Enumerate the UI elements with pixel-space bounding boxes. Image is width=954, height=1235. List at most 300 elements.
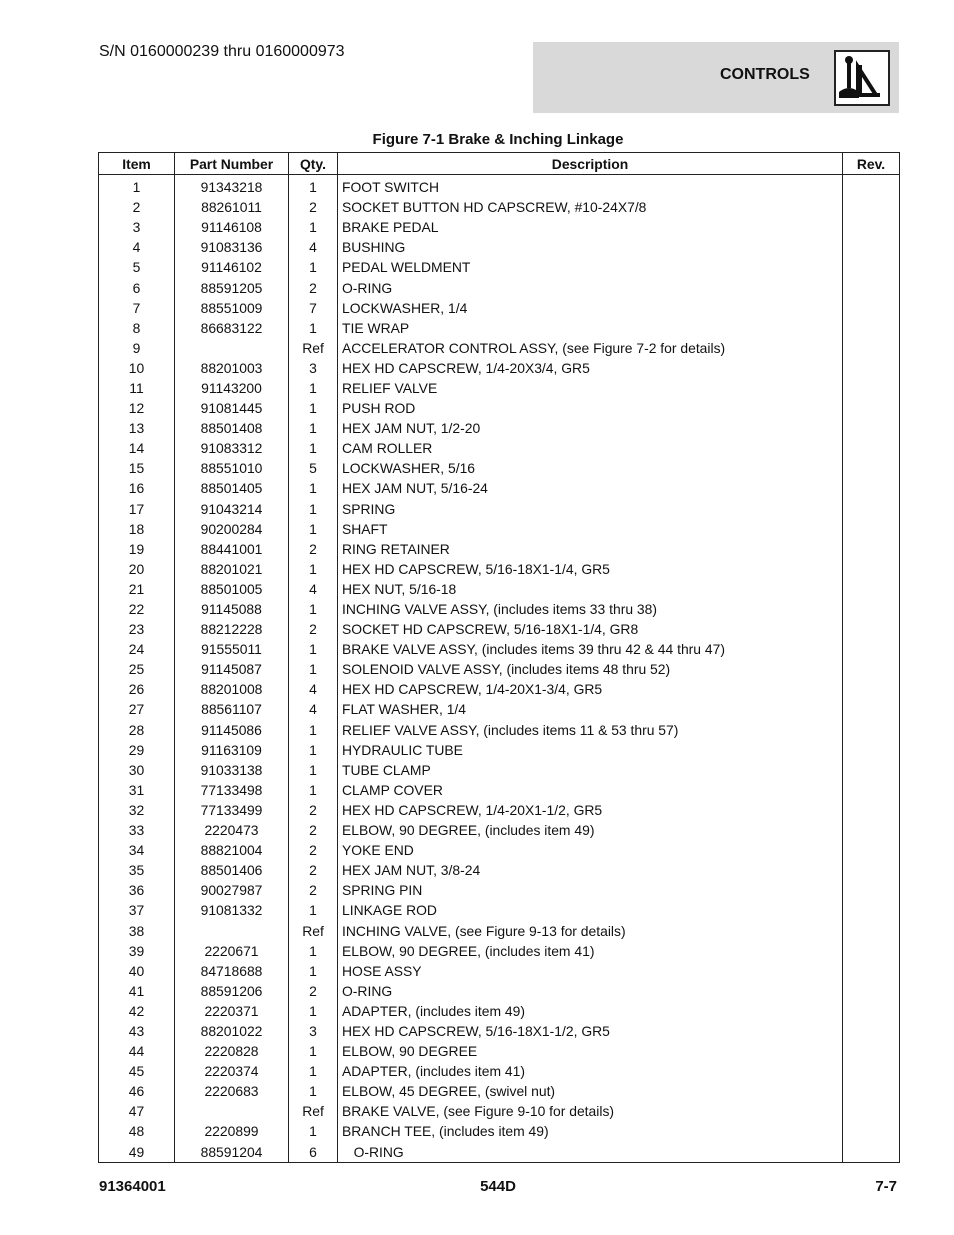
revision-cell bbox=[843, 800, 900, 820]
revision-cell bbox=[843, 1041, 900, 1061]
part-number-cell: 2220371 bbox=[175, 1001, 289, 1021]
item-number-cell: 2 bbox=[99, 197, 175, 217]
table-row bbox=[99, 820, 900, 840]
revision-cell bbox=[843, 900, 900, 920]
part-number-cell: 91043214 bbox=[175, 499, 289, 519]
part-number-cell: 88501406 bbox=[175, 860, 289, 880]
item-number-cell: 16 bbox=[99, 478, 175, 498]
table-row bbox=[99, 740, 900, 760]
col-header-item: Item bbox=[99, 153, 175, 175]
description-cell: HEX HD CAPSCREW, 1/4-20X1-3/4, GR5 bbox=[338, 679, 843, 699]
description-cell: LINKAGE ROD bbox=[338, 900, 843, 920]
item-number-cell: 15 bbox=[99, 458, 175, 478]
table-row bbox=[99, 237, 900, 257]
revision-cell bbox=[843, 298, 900, 318]
table-row bbox=[99, 298, 900, 318]
revision-cell bbox=[843, 699, 900, 719]
description-cell: SOCKET HD CAPSCREW, 5/16-18X1-1/4, GR8 bbox=[338, 619, 843, 639]
description-cell: O-RING bbox=[338, 277, 843, 297]
item-number-cell: 42 bbox=[99, 1001, 175, 1021]
table-row bbox=[99, 1081, 900, 1101]
revision-cell bbox=[843, 579, 900, 599]
table-row bbox=[99, 1001, 900, 1021]
item-number-cell: 5 bbox=[99, 257, 175, 277]
part-number-cell: 91555011 bbox=[175, 639, 289, 659]
part-number-cell: 88201022 bbox=[175, 1021, 289, 1041]
quantity-cell: 1 bbox=[289, 599, 338, 619]
table-row bbox=[99, 760, 900, 780]
section-header bbox=[533, 42, 899, 113]
part-number-cell: 91343218 bbox=[175, 175, 289, 198]
description-cell: HEX JAM NUT, 5/16-24 bbox=[338, 478, 843, 498]
footer-doc-number: 91364001 bbox=[99, 1178, 166, 1195]
part-number-cell: 88821004 bbox=[175, 840, 289, 860]
table-row bbox=[99, 840, 900, 860]
item-number-cell: 14 bbox=[99, 438, 175, 458]
item-number-cell: 11 bbox=[99, 378, 175, 398]
revision-cell bbox=[843, 478, 900, 498]
part-number-cell: 88501005 bbox=[175, 579, 289, 599]
revision-cell bbox=[843, 559, 900, 579]
part-number-cell: 91081332 bbox=[175, 900, 289, 920]
revision-cell bbox=[843, 760, 900, 780]
table-row bbox=[99, 659, 900, 679]
item-number-cell: 19 bbox=[99, 539, 175, 559]
quantity-cell: 5 bbox=[289, 458, 338, 478]
table-row bbox=[99, 1021, 900, 1041]
part-number-cell: 90027987 bbox=[175, 880, 289, 900]
part-number-cell: 88501405 bbox=[175, 478, 289, 498]
table-row bbox=[99, 539, 900, 559]
description-cell: HYDRAULIC TUBE bbox=[338, 740, 843, 760]
quantity-cell: 2 bbox=[289, 619, 338, 639]
part-number-cell: 91146108 bbox=[175, 217, 289, 237]
item-number-cell: 41 bbox=[99, 981, 175, 1001]
parts-table bbox=[98, 152, 900, 1163]
part-number-cell: 88591206 bbox=[175, 981, 289, 1001]
quantity-cell: 1 bbox=[289, 900, 338, 920]
part-number-cell: 2220828 bbox=[175, 1041, 289, 1061]
quantity-cell: 1 bbox=[289, 217, 338, 237]
revision-cell bbox=[843, 519, 900, 539]
revision-cell bbox=[843, 961, 900, 981]
table-row bbox=[99, 175, 900, 198]
revision-cell bbox=[843, 438, 900, 458]
part-number-cell: 91146102 bbox=[175, 257, 289, 277]
description-cell: O-RING bbox=[338, 1142, 843, 1163]
quantity-cell: 1 bbox=[289, 760, 338, 780]
table-row bbox=[99, 1121, 900, 1141]
part-number-cell: 91145086 bbox=[175, 720, 289, 740]
quantity-cell: 1 bbox=[289, 961, 338, 981]
revision-cell bbox=[843, 257, 900, 277]
item-number-cell: 47 bbox=[99, 1101, 175, 1121]
table-row bbox=[99, 720, 900, 740]
revision-cell bbox=[843, 1021, 900, 1041]
revision-cell bbox=[843, 1101, 900, 1121]
quantity-cell: 2 bbox=[289, 277, 338, 297]
revision-cell bbox=[843, 780, 900, 800]
quantity-cell: 2 bbox=[289, 860, 338, 880]
description-cell: ELBOW, 90 DEGREE, (includes item 41) bbox=[338, 941, 843, 961]
table-row bbox=[99, 981, 900, 1001]
revision-cell bbox=[843, 1061, 900, 1081]
quantity-cell: 1 bbox=[289, 318, 338, 338]
quantity-cell: 2 bbox=[289, 197, 338, 217]
revision-cell bbox=[843, 499, 900, 519]
table-row bbox=[99, 699, 900, 719]
revision-cell bbox=[843, 175, 900, 198]
description-cell: HEX HD CAPSCREW, 5/16-18X1-1/4, GR5 bbox=[338, 559, 843, 579]
description-cell: RING RETAINER bbox=[338, 539, 843, 559]
description-cell: ADAPTER, (includes item 49) bbox=[338, 1001, 843, 1021]
table-row bbox=[99, 679, 900, 699]
revision-cell bbox=[843, 639, 900, 659]
item-number-cell: 12 bbox=[99, 398, 175, 418]
revision-cell bbox=[843, 820, 900, 840]
quantity-cell: Ref bbox=[289, 1101, 338, 1121]
revision-cell bbox=[843, 318, 900, 338]
description-cell: ACCELERATOR CONTROL ASSY, (see Figure 7-2 for details) bbox=[338, 338, 843, 358]
quantity-cell: 2 bbox=[289, 840, 338, 860]
part-number-cell: 91145088 bbox=[175, 599, 289, 619]
table-row bbox=[99, 378, 900, 398]
part-number-cell: 86683122 bbox=[175, 318, 289, 338]
table-row bbox=[99, 1142, 900, 1163]
revision-cell bbox=[843, 1142, 900, 1163]
part-number-cell: 91033138 bbox=[175, 760, 289, 780]
part-number-cell: 88212228 bbox=[175, 619, 289, 639]
quantity-cell: 4 bbox=[289, 237, 338, 257]
description-cell: BRAKE VALVE ASSY, (includes items 39 thru 42 & 44 thru 47) bbox=[338, 639, 843, 659]
description-cell: HEX HD CAPSCREW, 5/16-18X1-1/2, GR5 bbox=[338, 1021, 843, 1041]
item-number-cell: 28 bbox=[99, 720, 175, 740]
table-row bbox=[99, 599, 900, 619]
quantity-cell: 1 bbox=[289, 378, 338, 398]
revision-cell bbox=[843, 378, 900, 398]
table-row bbox=[99, 780, 900, 800]
quantity-cell: 3 bbox=[289, 1021, 338, 1041]
description-cell: PEDAL WELDMENT bbox=[338, 257, 843, 277]
table-header-row bbox=[99, 153, 900, 175]
quantity-cell: 1 bbox=[289, 780, 338, 800]
description-cell: CAM ROLLER bbox=[338, 438, 843, 458]
table-row bbox=[99, 579, 900, 599]
description-cell: CLAMP COVER bbox=[338, 780, 843, 800]
description-cell: ELBOW, 90 DEGREE bbox=[338, 1041, 843, 1061]
item-number-cell: 33 bbox=[99, 820, 175, 840]
table-row bbox=[99, 941, 900, 961]
item-number-cell: 24 bbox=[99, 639, 175, 659]
revision-cell bbox=[843, 458, 900, 478]
description-cell: HEX HD CAPSCREW, 1/4-20X1-1/2, GR5 bbox=[338, 800, 843, 820]
part-number-cell: 88201003 bbox=[175, 358, 289, 378]
item-number-cell: 8 bbox=[99, 318, 175, 338]
part-number-cell: 91083312 bbox=[175, 438, 289, 458]
description-cell: SPRING PIN bbox=[338, 880, 843, 900]
table-row bbox=[99, 217, 900, 237]
description-cell: FOOT SWITCH bbox=[338, 175, 843, 198]
part-number-cell: 88551010 bbox=[175, 458, 289, 478]
serial-range: S/N 0160000239 thru 0160000973 bbox=[99, 43, 345, 60]
quantity-cell: 1 bbox=[289, 1001, 338, 1021]
revision-cell bbox=[843, 880, 900, 900]
item-number-cell: 3 bbox=[99, 217, 175, 237]
revision-cell bbox=[843, 1081, 900, 1101]
table-row bbox=[99, 1101, 900, 1121]
item-number-cell: 18 bbox=[99, 519, 175, 539]
description-cell: YOKE END bbox=[338, 840, 843, 860]
description-cell: HEX JAM NUT, 1/2-20 bbox=[338, 418, 843, 438]
part-number-cell: 88591204 bbox=[175, 1142, 289, 1163]
revision-cell bbox=[843, 619, 900, 639]
quantity-cell: 1 bbox=[289, 1061, 338, 1081]
table-row bbox=[99, 920, 900, 940]
part-number-cell: 88261011 bbox=[175, 197, 289, 217]
description-cell: LOCKWASHER, 5/16 bbox=[338, 458, 843, 478]
description-cell: INCHING VALVE, (see Figure 9-13 for details) bbox=[338, 920, 843, 940]
item-number-cell: 1 bbox=[99, 175, 175, 198]
item-number-cell: 9 bbox=[99, 338, 175, 358]
revision-cell bbox=[843, 237, 900, 257]
description-cell: HEX HD CAPSCREW, 1/4-20X3/4, GR5 bbox=[338, 358, 843, 378]
table-row bbox=[99, 800, 900, 820]
description-cell: HEX NUT, 5/16-18 bbox=[338, 579, 843, 599]
col-header-description: Description bbox=[338, 153, 843, 175]
item-number-cell: 34 bbox=[99, 840, 175, 860]
quantity-cell: 4 bbox=[289, 699, 338, 719]
item-number-cell: 6 bbox=[99, 277, 175, 297]
revision-cell bbox=[843, 1001, 900, 1021]
quantity-cell: 1 bbox=[289, 1121, 338, 1141]
quantity-cell: 1 bbox=[289, 398, 338, 418]
item-number-cell: 36 bbox=[99, 880, 175, 900]
description-cell: HOSE ASSY bbox=[338, 961, 843, 981]
table-row bbox=[99, 197, 900, 217]
table-row bbox=[99, 639, 900, 659]
item-number-cell: 20 bbox=[99, 559, 175, 579]
quantity-cell: 4 bbox=[289, 679, 338, 699]
quantity-cell: 1 bbox=[289, 499, 338, 519]
revision-cell bbox=[843, 539, 900, 559]
table-row bbox=[99, 860, 900, 880]
description-cell: FLAT WASHER, 1/4 bbox=[338, 699, 843, 719]
description-cell: SOLENOID VALVE ASSY, (includes items 48 thru 52) bbox=[338, 659, 843, 679]
quantity-cell: 7 bbox=[289, 298, 338, 318]
description-cell: ELBOW, 90 DEGREE, (includes item 49) bbox=[338, 820, 843, 840]
part-number-cell: 2220671 bbox=[175, 941, 289, 961]
table-row bbox=[99, 478, 900, 498]
description-cell: SHAFT bbox=[338, 519, 843, 539]
figure-title: Figure 7-1 Brake & Inching Linkage bbox=[372, 131, 624, 148]
description-cell: BUSHING bbox=[338, 237, 843, 257]
quantity-cell: 1 bbox=[289, 659, 338, 679]
part-number-cell: 2220374 bbox=[175, 1061, 289, 1081]
revision-cell bbox=[843, 920, 900, 940]
col-header-rev: Rev. bbox=[843, 153, 900, 175]
description-cell: BRANCH TEE, (includes item 49) bbox=[338, 1121, 843, 1141]
revision-cell bbox=[843, 599, 900, 619]
item-number-cell: 22 bbox=[99, 599, 175, 619]
quantity-cell: 1 bbox=[289, 559, 338, 579]
description-cell: BRAKE VALVE, (see Figure 9-10 for details) bbox=[338, 1101, 843, 1121]
part-number-cell bbox=[175, 338, 289, 358]
footer-model: 544D bbox=[480, 1178, 516, 1195]
quantity-cell: 1 bbox=[289, 1041, 338, 1061]
item-number-cell: 27 bbox=[99, 699, 175, 719]
quantity-cell: 2 bbox=[289, 800, 338, 820]
item-number-cell: 39 bbox=[99, 941, 175, 961]
part-number-cell: 88561107 bbox=[175, 699, 289, 719]
description-cell: LOCKWASHER, 1/4 bbox=[338, 298, 843, 318]
item-number-cell: 21 bbox=[99, 579, 175, 599]
revision-cell bbox=[843, 981, 900, 1001]
item-number-cell: 23 bbox=[99, 619, 175, 639]
description-cell: RELIEF VALVE bbox=[338, 378, 843, 398]
description-cell: PUSH ROD bbox=[338, 398, 843, 418]
col-header-part-number: Part Number bbox=[175, 153, 289, 175]
quantity-cell: 1 bbox=[289, 720, 338, 740]
description-cell: RELIEF VALVE ASSY, (includes items 11 & 53 thru 57) bbox=[338, 720, 843, 740]
footer-page-number: 7-7 bbox=[875, 1178, 897, 1195]
item-number-cell: 25 bbox=[99, 659, 175, 679]
item-number-cell: 17 bbox=[99, 499, 175, 519]
table-row bbox=[99, 277, 900, 297]
quantity-cell: 1 bbox=[289, 175, 338, 198]
revision-cell bbox=[843, 941, 900, 961]
quantity-cell: Ref bbox=[289, 920, 338, 940]
revision-cell bbox=[843, 720, 900, 740]
description-cell: BRAKE PEDAL bbox=[338, 217, 843, 237]
table-row bbox=[99, 499, 900, 519]
quantity-cell: 2 bbox=[289, 880, 338, 900]
revision-cell bbox=[843, 418, 900, 438]
part-number-cell bbox=[175, 920, 289, 940]
revision-cell bbox=[843, 217, 900, 237]
item-number-cell: 13 bbox=[99, 418, 175, 438]
description-cell: SOCKET BUTTON HD CAPSCREW, #10-24X7/8 bbox=[338, 197, 843, 217]
quantity-cell: 1 bbox=[289, 639, 338, 659]
quantity-cell: 1 bbox=[289, 519, 338, 539]
col-header-qty: Qty. bbox=[289, 153, 338, 175]
item-number-cell: 44 bbox=[99, 1041, 175, 1061]
table-row bbox=[99, 1061, 900, 1081]
quantity-cell: 1 bbox=[289, 418, 338, 438]
part-number-cell: 91083136 bbox=[175, 237, 289, 257]
item-number-cell: 35 bbox=[99, 860, 175, 880]
revision-cell bbox=[843, 277, 900, 297]
section-title: CONTROLS bbox=[720, 66, 810, 83]
item-number-cell: 46 bbox=[99, 1081, 175, 1101]
part-number-cell: 2220473 bbox=[175, 820, 289, 840]
table-row bbox=[99, 338, 900, 358]
part-number-cell bbox=[175, 1101, 289, 1121]
quantity-cell: 2 bbox=[289, 981, 338, 1001]
item-number-cell: 32 bbox=[99, 800, 175, 820]
revision-cell bbox=[843, 860, 900, 880]
item-number-cell: 49 bbox=[99, 1142, 175, 1163]
table-row bbox=[99, 438, 900, 458]
part-number-cell: 88201008 bbox=[175, 679, 289, 699]
part-number-cell: 2220899 bbox=[175, 1121, 289, 1141]
quantity-cell: 1 bbox=[289, 1081, 338, 1101]
quantity-cell: 4 bbox=[289, 579, 338, 599]
table-row bbox=[99, 318, 900, 338]
table-row bbox=[99, 1041, 900, 1061]
revision-cell bbox=[843, 338, 900, 358]
description-cell: SPRING bbox=[338, 499, 843, 519]
item-number-cell: 31 bbox=[99, 780, 175, 800]
quantity-cell: 1 bbox=[289, 941, 338, 961]
table-row bbox=[99, 900, 900, 920]
table-row bbox=[99, 398, 900, 418]
part-number-cell: 88501408 bbox=[175, 418, 289, 438]
description-cell: INCHING VALVE ASSY, (includes items 33 thru 38) bbox=[338, 599, 843, 619]
quantity-cell: 1 bbox=[289, 740, 338, 760]
part-number-cell: 84718688 bbox=[175, 961, 289, 981]
item-number-cell: 7 bbox=[99, 298, 175, 318]
quantity-cell: 2 bbox=[289, 539, 338, 559]
description-cell: O-RING bbox=[338, 981, 843, 1001]
quantity-cell: 2 bbox=[289, 820, 338, 840]
joystick-controls-icon bbox=[834, 50, 890, 106]
part-number-cell: 88201021 bbox=[175, 559, 289, 579]
item-number-cell: 26 bbox=[99, 679, 175, 699]
part-number-cell: 91143200 bbox=[175, 378, 289, 398]
quantity-cell: 1 bbox=[289, 257, 338, 277]
item-number-cell: 30 bbox=[99, 760, 175, 780]
table-row bbox=[99, 458, 900, 478]
item-number-cell: 43 bbox=[99, 1021, 175, 1041]
revision-cell bbox=[843, 398, 900, 418]
part-number-cell: 77133499 bbox=[175, 800, 289, 820]
revision-cell bbox=[843, 840, 900, 860]
table-row bbox=[99, 880, 900, 900]
part-number-cell: 77133498 bbox=[175, 780, 289, 800]
part-number-cell: 91163109 bbox=[175, 740, 289, 760]
item-number-cell: 48 bbox=[99, 1121, 175, 1141]
table-row bbox=[99, 519, 900, 539]
description-cell: ADAPTER, (includes item 41) bbox=[338, 1061, 843, 1081]
item-number-cell: 37 bbox=[99, 900, 175, 920]
item-number-cell: 10 bbox=[99, 358, 175, 378]
quantity-cell: 3 bbox=[289, 358, 338, 378]
part-number-cell: 88441001 bbox=[175, 539, 289, 559]
revision-cell bbox=[843, 679, 900, 699]
part-number-cell: 88591205 bbox=[175, 277, 289, 297]
item-number-cell: 4 bbox=[99, 237, 175, 257]
item-number-cell: 45 bbox=[99, 1061, 175, 1081]
quantity-cell: Ref bbox=[289, 338, 338, 358]
table-row bbox=[99, 961, 900, 981]
revision-cell bbox=[843, 197, 900, 217]
part-number-cell: 2220683 bbox=[175, 1081, 289, 1101]
part-number-cell: 91145087 bbox=[175, 659, 289, 679]
part-number-cell: 90200284 bbox=[175, 519, 289, 539]
description-cell: TIE WRAP bbox=[338, 318, 843, 338]
item-number-cell: 38 bbox=[99, 920, 175, 940]
table-row bbox=[99, 559, 900, 579]
table-row bbox=[99, 619, 900, 639]
part-number-cell: 91081445 bbox=[175, 398, 289, 418]
item-number-cell: 40 bbox=[99, 961, 175, 981]
parts-table-body bbox=[99, 175, 900, 1163]
revision-cell bbox=[843, 740, 900, 760]
description-cell: HEX JAM NUT, 3/8-24 bbox=[338, 860, 843, 880]
part-number-cell: 88551009 bbox=[175, 298, 289, 318]
quantity-cell: 1 bbox=[289, 478, 338, 498]
table-row bbox=[99, 358, 900, 378]
